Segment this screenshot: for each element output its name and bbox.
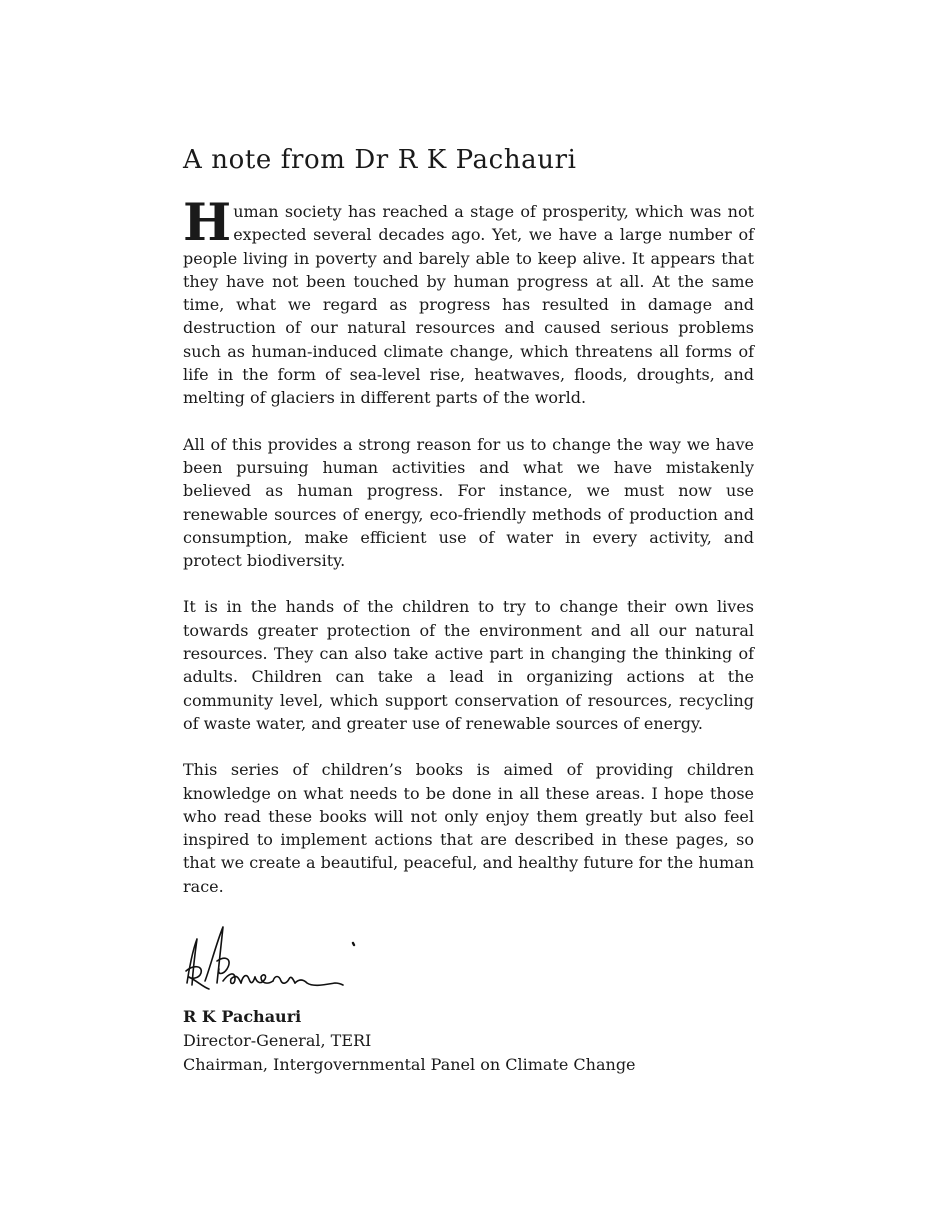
drop-cap: H xyxy=(183,193,232,253)
paragraph-2: All of this provides a strong reason for us to change the way we have been pursuing human activities and what we have mistakenly believed as human progress. For instance, we must now use renewable sources of energy, eco-friendly methods of production and consumption, make efficient use of water in every activity, and protect biodiversity. xyxy=(183,434,754,571)
note-body xyxy=(183,193,754,898)
paragraph-3: It is in the hands of the children to try to change their own lives towards greater protection of the environment and all our natural resources. They can also take active part in changing the thinking of adults. Children can take a lead in organizing actions at the community level, which support conservation of resources, recycling of waste water, and greater use of renewable sources of energy. xyxy=(183,597,754,733)
handwritten-signature xyxy=(183,921,363,997)
signatory-name: R K Pachauri xyxy=(183,1007,302,1027)
signatory-block xyxy=(183,1005,754,1077)
note-page xyxy=(183,140,754,1077)
paragraph-1 xyxy=(183,193,754,410)
signatory-title-1: Director-General, TERI xyxy=(183,1031,372,1051)
page-title: A note from Dr R K Pachauri xyxy=(183,145,577,175)
paragraph-1-text: uman society has reached a stage of prosperity, which was not expected several decades ago. Yet, we have a large number of people living in poverty and barely able to keep alive. It appears that they have not been touched by human progress at all. At the same time, what we regard as progress has resulted in damage and destruction of our natural resources and caused serious problems such as human-induced climate change, which threatens all forms of life in the form of sea-level rise, heatwaves, floods, droughts, and melting of glaciers in different parts of the world. xyxy=(183,202,754,408)
signatory-title-2: Chairman, Intergovernmental Panel on Climate Change xyxy=(183,1055,636,1075)
paragraph-4: This series of children’s books is aimed of providing children knowledge on what needs to be done in all these areas. I hope those who read these books will not only enjoy them greatly but also feel inspired to implement actions that are described in these pages, so that we create a beautiful, peaceful, and healthy future for the human race. xyxy=(183,760,754,896)
